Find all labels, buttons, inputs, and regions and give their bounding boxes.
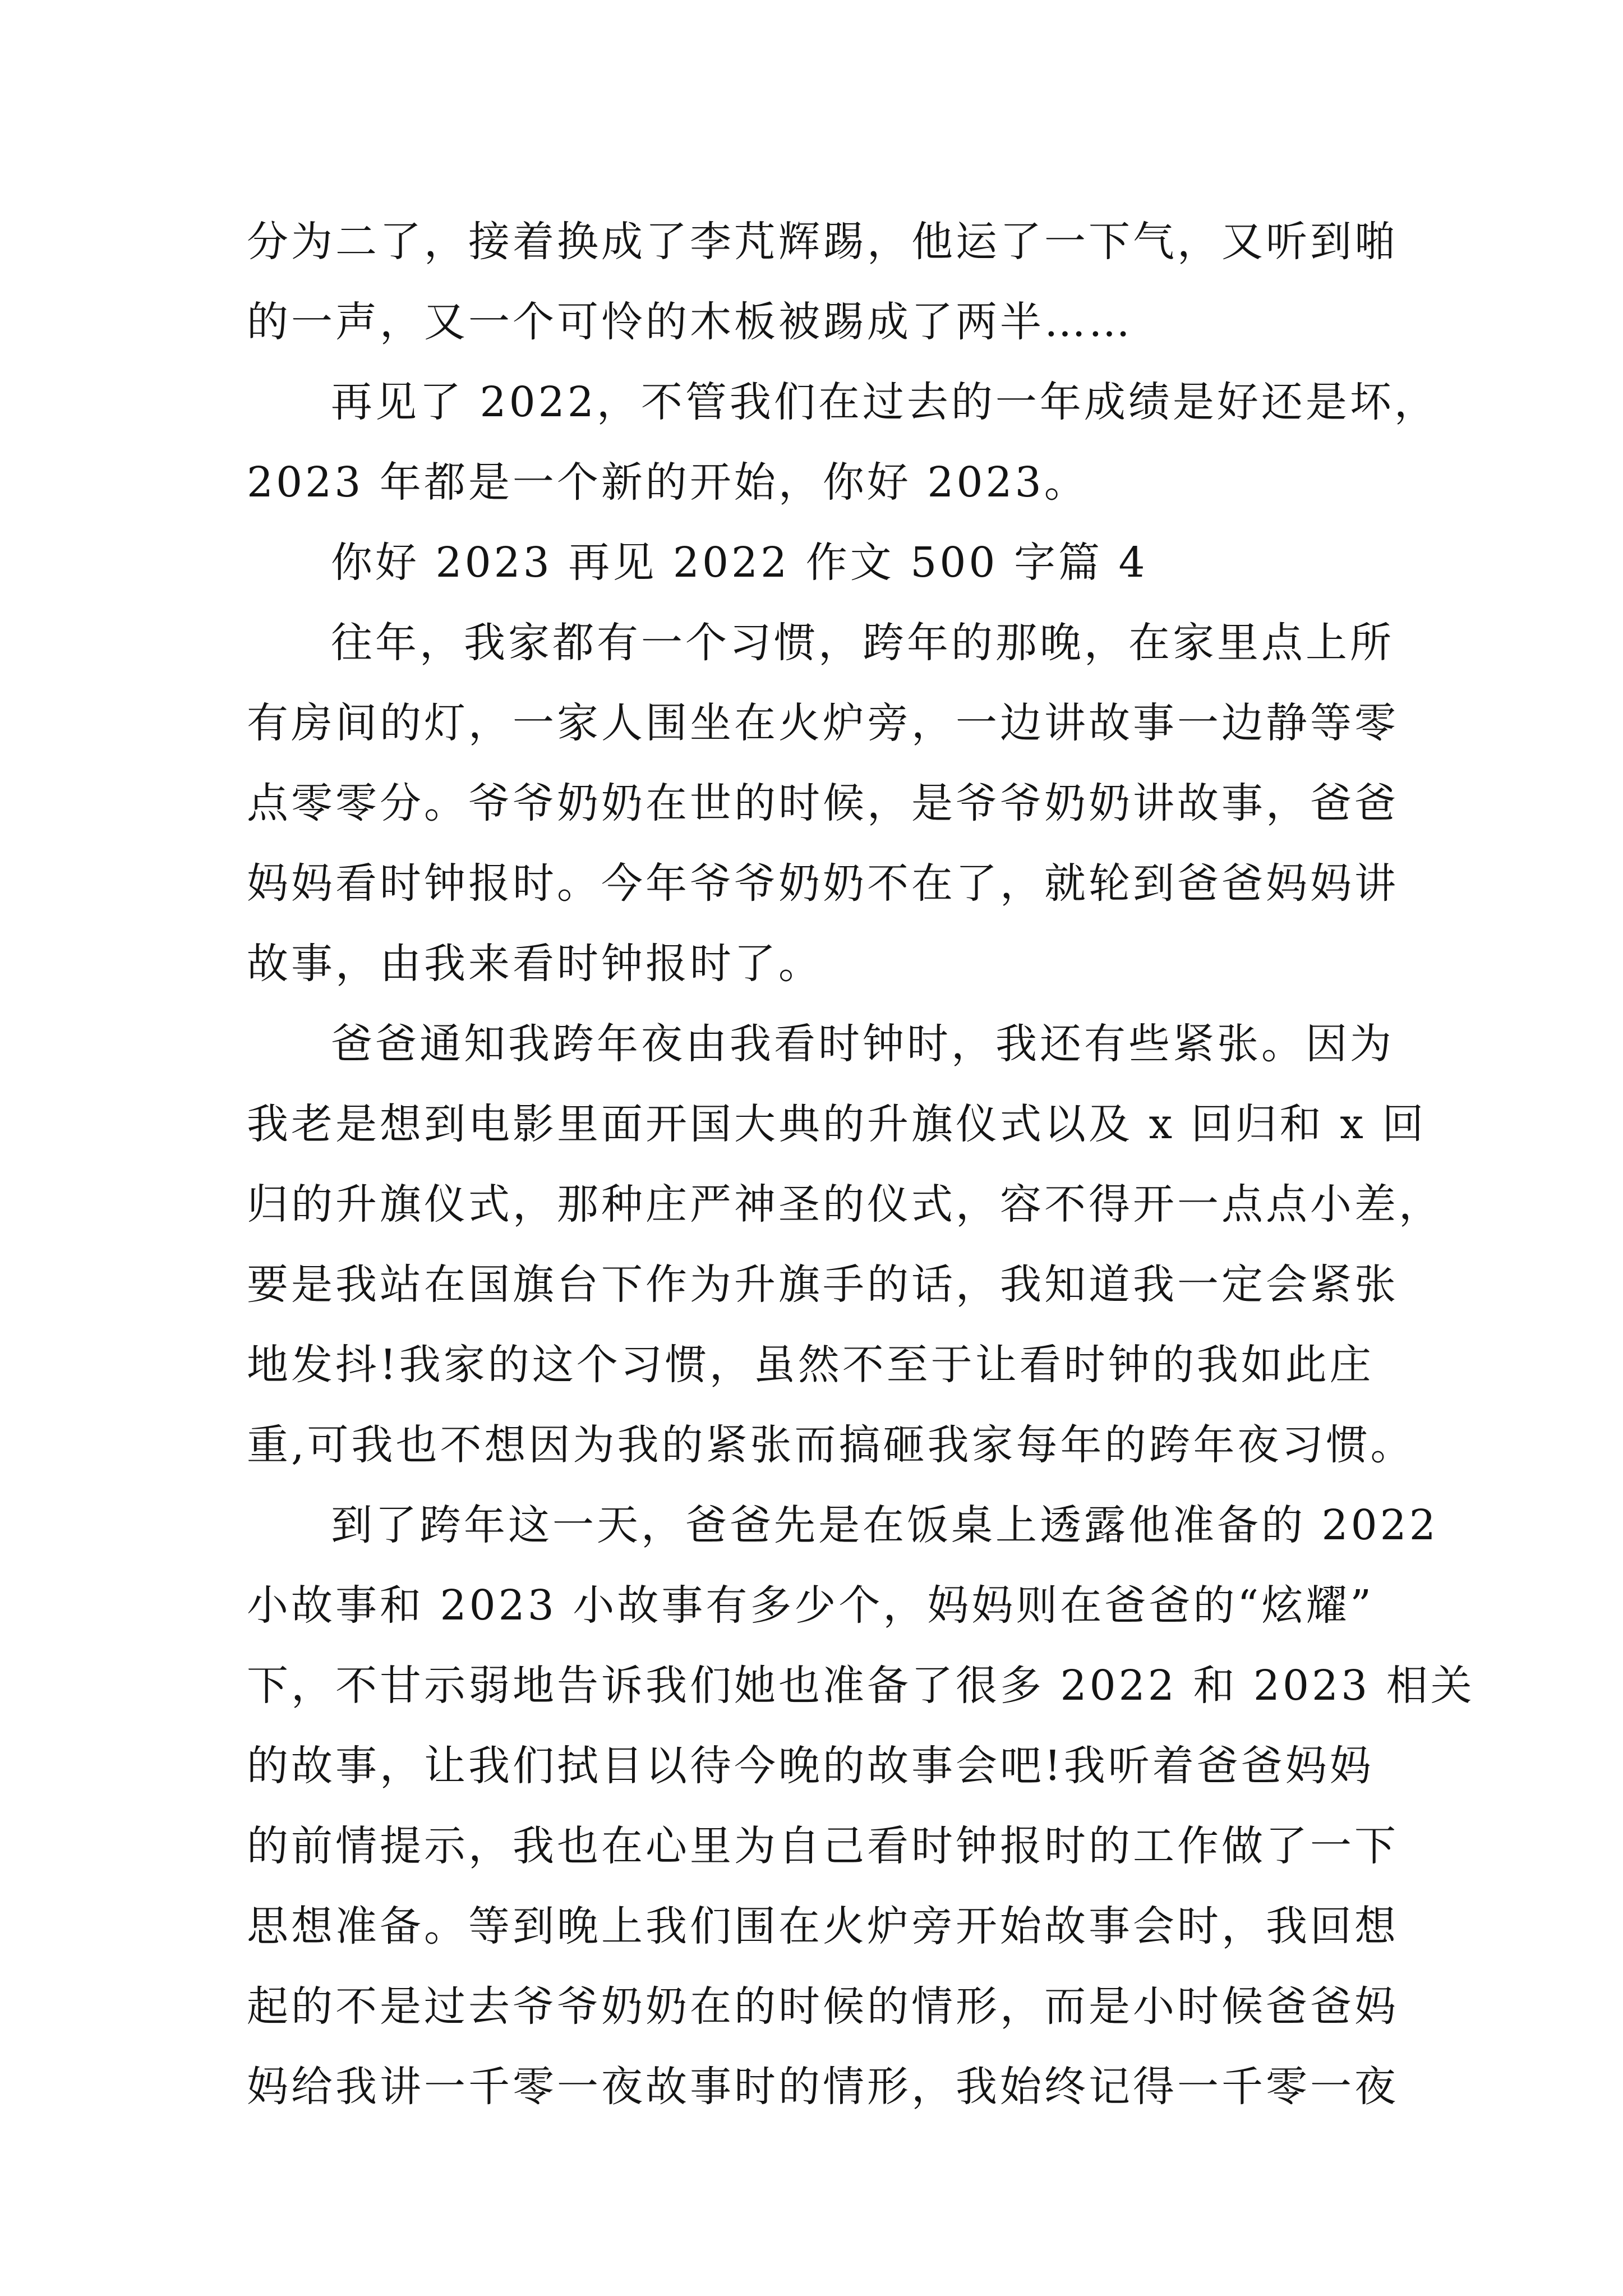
text-line: 点零零分。爷爷奶奶在世的时候，是爷爷奶奶讲故事，爸爸 xyxy=(247,779,1399,827)
text-line: 有房间的灯，一家人围坐在火炉旁，一边讲故事一边静等零 xyxy=(247,699,1399,747)
text-line: 的前情提示，我也在心里为自己看时钟报时的工作做了一下 xyxy=(247,1822,1399,1870)
text-line: 往年，我家都有一个习惯，跨年的那晚，在家里点上所 xyxy=(331,619,1394,667)
text-line: 2023 年都是一个新的开始，你好 2023。 xyxy=(247,458,1089,507)
document-body xyxy=(247,202,1475,2127)
text-line: 下，不甘示弱地告诉我们她也准备了很多 2022 和 2023 相关 xyxy=(247,1662,1475,1710)
text-line: 分为二了，接着换成了李芃辉踢，他运了一下气，又听到啪 xyxy=(247,218,1399,266)
text-line: 妈给我讲一千零一夜故事时的情形，我始终记得一千零一夜 xyxy=(247,2063,1399,2111)
text-line: 归的升旗仪式，那种庄严神圣的仪式，容不得开一点点小差， xyxy=(247,1180,1443,1228)
text-line: 起的不是过去爷爷奶奶在的时候的情形，而是小时候爸爸妈 xyxy=(247,1982,1399,2031)
text-line: 故事，由我来看时钟报时了。 xyxy=(247,940,823,988)
text-line: 的一声，又一个可怜的木板被踢成了两半…… xyxy=(247,298,1133,346)
text-line: 我老是想到电影里面开国大典的升旗仪式以及 x 回归和 x 回 xyxy=(247,1100,1427,1148)
section-heading: 你好 2023 再见 2022 作文 500 字篇 4 xyxy=(331,539,1148,587)
text-line: 到了跨年这一天，爸爸先是在饭桌上透露他准备的 2022 xyxy=(331,1501,1438,1549)
text-line: 爸爸通知我跨年夜由我看时钟时，我还有些紧张。因为 xyxy=(331,1020,1394,1068)
text-line: 的故事，让我们拭目以待今晚的故事会吧!我听着爸爸妈妈 xyxy=(247,1742,1374,1790)
text-line: 地发抖!我家的这个习惯，虽然不至于让看时钟的我如此庄 xyxy=(247,1341,1374,1389)
text-line: 思想准备。等到晚上我们围在火炉旁开始故事会时，我回想 xyxy=(247,1902,1399,1950)
text-line: 小故事和 2023 小故事有多少个，妈妈则在爸爸的“炫耀” xyxy=(247,1581,1375,1630)
text-line: 再见了 2022，不管我们在过去的一年成绩是好还是坏， xyxy=(331,378,1438,426)
text-line: 重,可我也不想因为我的紧张而搞砸我家每年的跨年夜习惯。 xyxy=(247,1421,1415,1469)
text-line: 要是我站在国旗台下作为升旗手的话，我知道我一定会紧张 xyxy=(247,1260,1399,1309)
text-line: 妈妈看时钟报时。今年爷爷奶奶不在了，就轮到爸爸妈妈讲 xyxy=(247,859,1399,908)
